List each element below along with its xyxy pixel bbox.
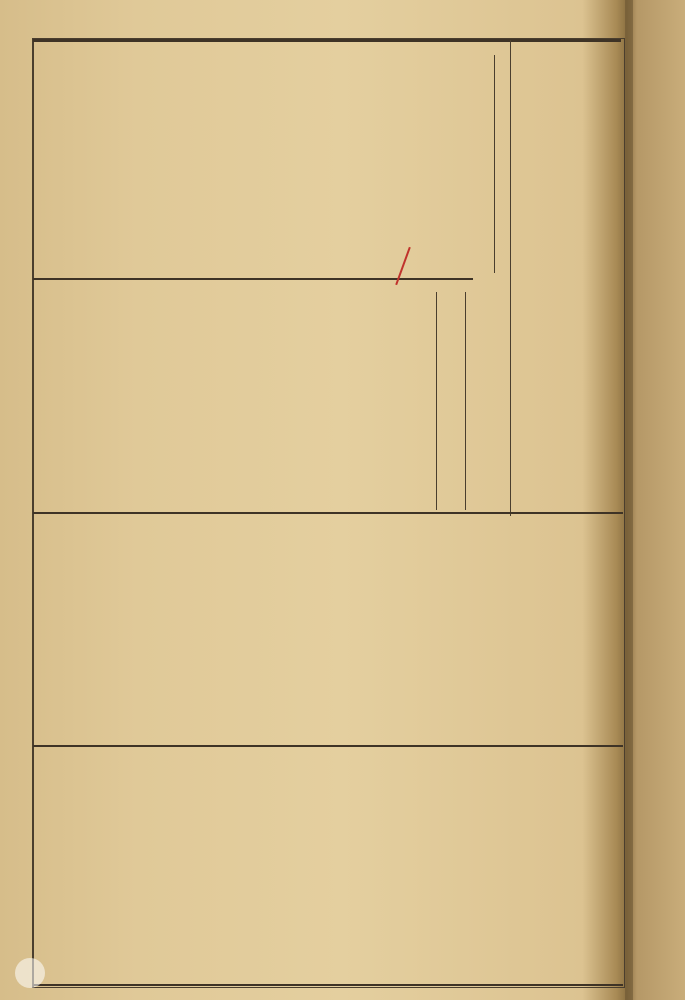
- ritsurei-label-divider: [494, 55, 495, 273]
- rule-lower-bottom: [33, 745, 623, 747]
- rule-top-middle: [33, 278, 473, 280]
- top-rule: [33, 39, 621, 42]
- furei-label-divider-2: [465, 292, 466, 510]
- rule-bottom: [33, 984, 623, 986]
- rule-middle-lower: [33, 512, 623, 514]
- furei-label-divider: [436, 292, 437, 510]
- masthead-divider: [510, 40, 511, 516]
- library-stamp: [15, 958, 45, 988]
- book-spine-shadow: [625, 0, 633, 1000]
